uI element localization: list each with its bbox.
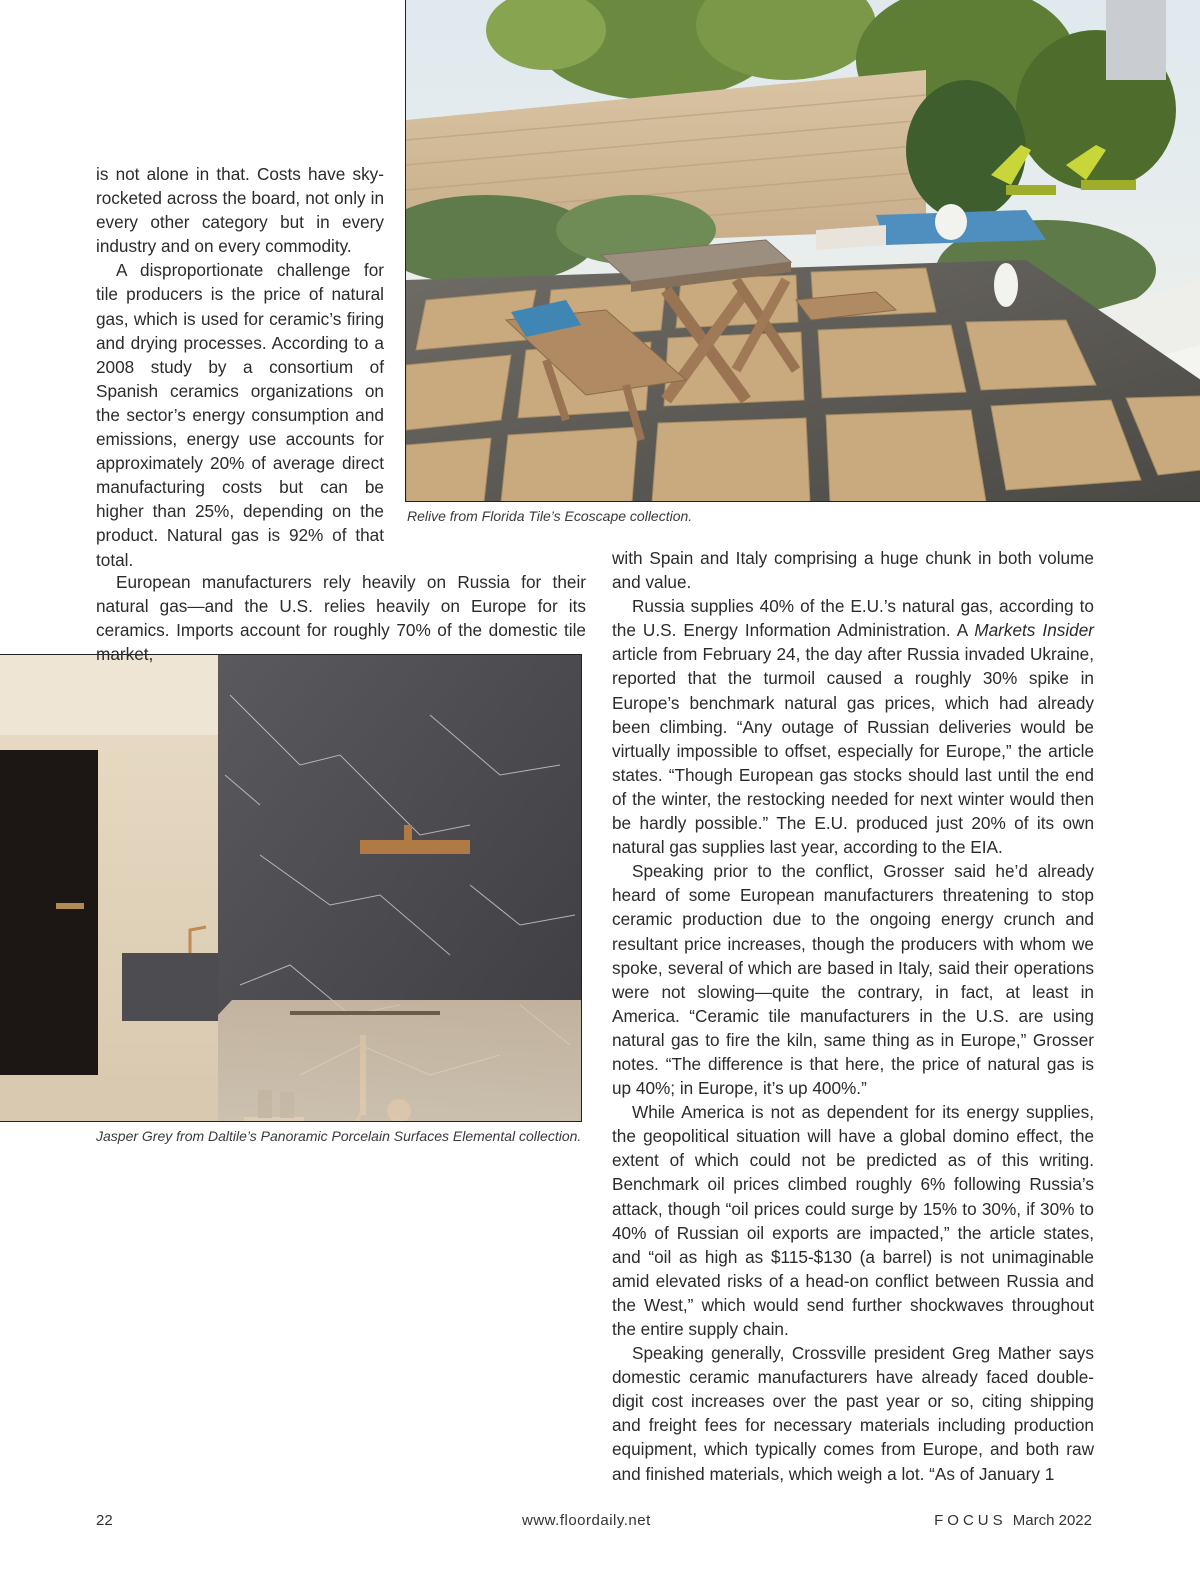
article-column-left-top	[96, 162, 384, 572]
bathroom-photo	[0, 654, 582, 1122]
footer-publication	[934, 1512, 1092, 1529]
article-paragraph	[612, 594, 1094, 859]
article-paragraph: Speaking generally, Crossville president Greg Mather says domestic ceramic manufacturers have already faced double-digit cost increases over the past year or so, citing shipping and freight fees for necessary materials including production equipment, which typically comes from Europe, and both raw and finished materials, which weigh a lot. “As of January 1	[612, 1343, 1094, 1484]
article-paragraph: with Spain and Italy comprising a huge chunk in both volume and value.	[612, 548, 1094, 593]
article-column-wide	[96, 570, 586, 666]
article-text: Russia supplies 40% of the E.U.’s natural gas, according to the U.S. Energy Information Administration. A	[612, 596, 1094, 641]
article-paragraph: European manufacturers rely heavily on Russia for their natural gas—and the U.S. relies heavily on Europe for its ceramics. Imports account for roughly 70% of the domestic tile market,	[96, 572, 586, 665]
bathroom-photo-caption: Jasper Grey from Daltile’s Panoramic Porcelain Surfaces Elemental collection.	[96, 1128, 582, 1144]
patio-photo	[405, 0, 1200, 502]
article-paragraph: A disproportionate challenge for tile producers is the price of natural gas, which is used for ceramic’s firing and drying processes. According to a 2008 study by a consortium of Spanish ceramics organizations on the sector’s energy consumption and emissions, energy use accounts for approximately 20% of average direct manufacturing costs but can be higher than 25%, depending on the product. Natural gas is 92% of that total.	[96, 260, 384, 570]
article-paragraph: While America is not as dependent for its energy supplies, the geopolitical situation will have a global domino effect, the extent of which could not be predicted as of this writing. Benchmark oil prices climbed roughly 6% following Russia’s attack, though “oil prices could surge by 15% to 30%, if 30% to 40% of Russian oil exports are impacted,” the article states, and “oil as high as $115-$130 (a barrel) is not unimaginable amid elevated risks of a head-on conflict between Russia and the West,” which would send further shockwaves throughout the entire supply chain.	[612, 1102, 1094, 1339]
article-column-right	[612, 546, 1094, 1486]
publication-title: Markets Insider	[974, 620, 1095, 641]
patio-illustration	[406, 0, 1200, 502]
footer-website-link[interactable]: www.floordaily.net	[522, 1512, 651, 1529]
issue-date: March 2022	[1012, 1512, 1092, 1529]
article-paragraph: is not alone in that. Costs have sky-rocketed across the board, not only in every other category but in every industry and on every commodity.	[96, 164, 384, 257]
bathroom-illustration	[0, 655, 582, 1122]
article-text: article from February 24, the day after Russia invaded Ukraine, reported that the turmoil caused a roughly 30% spike in Europe’s benchmark natural gas prices, which had already been climbing. “Any outage of Russian deliveries would be virtually impossible to offset, especially for Europe,” the article states. “Though European gas stocks should last until the end of the winter, the restocking needed for next winter would then be hardly possible.” The E.U. produced just 20% of its own natural gas supplies last year, according to the EIA.	[612, 644, 1094, 858]
patio-photo-caption: Relive from Florida Tile’s Ecoscape collection.	[407, 508, 693, 524]
page-number: 22	[96, 1512, 113, 1529]
publication-name: FOCUS	[934, 1512, 1007, 1529]
article-paragraph: Speaking prior to the conflict, Grosser said he’d already heard of some European manufacturers threatening to stop ceramic production due to the ongoing energy crunch and resultant price increases, though the producers with whom we spoke, several of which are based in Italy, said their operations were not slowing—quite the contrary, in fact, at least in America. “Ceramic tile manufacturers in the U.S. are using natural gas to fire the kiln, same thing as in Europe,” Grosser notes. “The difference is that here, the price of natural gas is up 40%; in Europe, it’s up 400%.”	[612, 861, 1094, 1099]
